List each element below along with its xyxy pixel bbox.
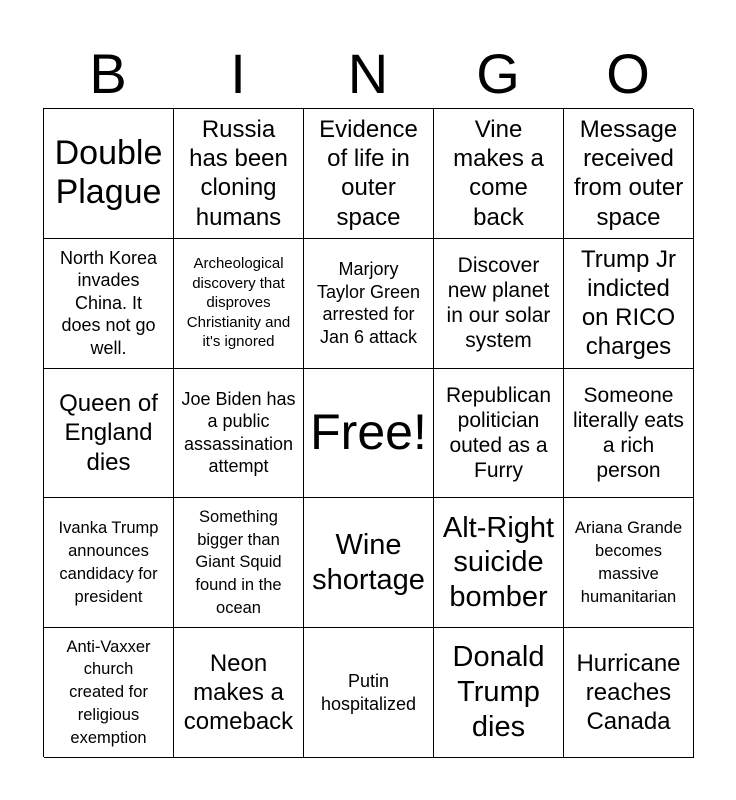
bingo-cell-r5c3[interactable] bbox=[304, 628, 434, 758]
cell-text: North Korea invades China. It does not go well. bbox=[59, 247, 158, 358]
cell-text: Russia has been cloning humans bbox=[189, 115, 288, 231]
free-space-label: Free! bbox=[310, 404, 427, 461]
bingo-header bbox=[43, 40, 693, 108]
cell-text: Neon makes a comeback bbox=[183, 649, 294, 736]
bingo-cell-r4c3[interactable] bbox=[304, 498, 434, 628]
bingo-cell-r1c3[interactable] bbox=[304, 109, 434, 239]
cell-text: Message received from outer space bbox=[573, 115, 684, 231]
bingo-cell-r5c4[interactable] bbox=[434, 628, 564, 758]
bingo-cell-r3c1[interactable] bbox=[44, 369, 174, 499]
header-letter-n: N bbox=[347, 42, 389, 105]
cell-text: Double Plague bbox=[54, 134, 163, 212]
cell-text: Anti-Vaxxer church created for religious exemption bbox=[66, 637, 151, 747]
header-letter-g: G bbox=[476, 42, 520, 105]
bingo-cell-r2c4[interactable] bbox=[434, 239, 564, 369]
bingo-cell-r2c2[interactable] bbox=[174, 239, 304, 369]
bingo-cell-r4c2[interactable] bbox=[174, 498, 304, 628]
cell-text: Republican politician outed as a Furry bbox=[445, 383, 552, 483]
bingo-cell-r5c2[interactable] bbox=[174, 628, 304, 758]
bingo-cell-r1c4[interactable] bbox=[434, 109, 564, 239]
bingo-board bbox=[43, 108, 693, 757]
cell-text: Discover new planet in our solar system bbox=[446, 253, 551, 353]
bingo-cell-r1c2[interactable] bbox=[174, 109, 304, 239]
header-letter-b: B bbox=[89, 42, 127, 105]
cell-text: Ariana Grande becomes massive humanitarian bbox=[574, 519, 683, 606]
cell-text: Evidence of life in outer space bbox=[319, 115, 418, 231]
cell-text: Putin hospitalized bbox=[320, 671, 417, 714]
bingo-cell-r3c2[interactable] bbox=[174, 369, 304, 499]
bingo-cell-r1c5[interactable] bbox=[564, 109, 694, 239]
cell-text: Someone literally eats a rich person bbox=[573, 383, 684, 483]
bingo-cell-r4c4[interactable] bbox=[434, 498, 564, 628]
cell-text: Archeological discovery that disproves Christianity and it's ignored bbox=[186, 255, 291, 351]
cell-text: Hurricane reaches Canada bbox=[576, 649, 681, 736]
cell-text: Trump Jr indicted on RICO charges bbox=[580, 245, 677, 361]
header-letter-o: O bbox=[606, 42, 650, 105]
cell-text: Joe Biden has a public assassination attempt bbox=[181, 388, 296, 477]
bingo-cell-r3c4[interactable] bbox=[434, 369, 564, 499]
bingo-cell-r2c3[interactable] bbox=[304, 239, 434, 369]
bingo-cell-r4c5[interactable] bbox=[564, 498, 694, 628]
header-letter-i: I bbox=[230, 42, 246, 105]
cell-text: Ivanka Trump announces candidacy for president bbox=[58, 519, 159, 606]
bingo-cell-r2c5[interactable] bbox=[564, 239, 694, 369]
cell-text: Something bigger than Giant Squid found in the ocean bbox=[195, 507, 282, 617]
cell-text: Wine shortage bbox=[312, 528, 425, 596]
bingo-cell-r5c5[interactable] bbox=[564, 628, 694, 758]
bingo-cell-r3c5[interactable] bbox=[564, 369, 694, 499]
cell-text: Queen of England dies bbox=[59, 390, 158, 476]
cell-text: Marjory Taylor Green arrested for Jan 6 attack bbox=[316, 259, 421, 347]
bingo-cell-r2c1[interactable] bbox=[44, 239, 174, 369]
bingo-cell-r4c1[interactable] bbox=[44, 498, 174, 628]
cell-text: Donald Trump dies bbox=[452, 641, 545, 743]
free-space[interactable] bbox=[304, 369, 434, 499]
bingo-cell-r1c1[interactable] bbox=[44, 109, 174, 239]
cell-text: Vine makes a come back bbox=[453, 115, 544, 231]
cell-text: Alt-Right suicide bomber bbox=[442, 511, 555, 614]
bingo-cell-r5c1[interactable] bbox=[44, 628, 174, 758]
